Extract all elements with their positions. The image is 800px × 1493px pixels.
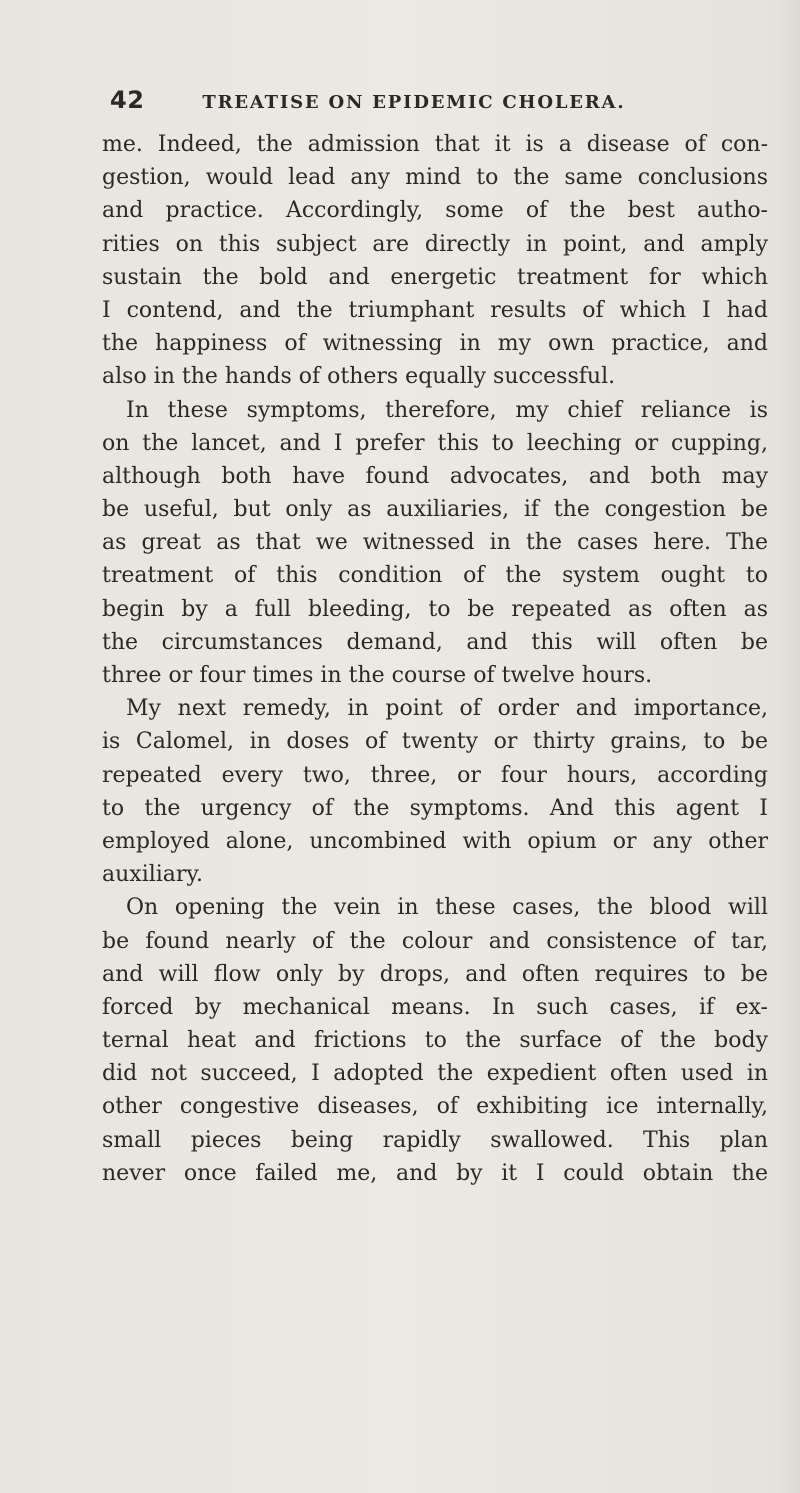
text-line: rities on this subject are directly in point, and amply	[102, 231, 768, 257]
text-line: the happiness of witnessing in my own practice, and	[102, 331, 768, 357]
running-head: TREATISE ON EPIDEMIC CHOLERA.	[202, 92, 626, 113]
text-line: I contend, and the triumphant results of which I had	[102, 297, 768, 323]
text-line: never once failed me, and by it I could obtain the	[102, 1160, 768, 1186]
text-line: sustain the bold and energetic treatment for which	[102, 264, 768, 290]
body-text	[102, 128, 768, 1190]
text-line: and will flow only by drops, and often requires to be	[102, 961, 768, 987]
text-line: is Calomel, in doses of twenty or thirty grains, to be	[102, 729, 768, 755]
text-line: and practice. Accordingly, some of the best autho-	[102, 198, 768, 224]
page-header	[110, 86, 770, 114]
text-line: forced by mechanical means. In such cases, if ex-	[102, 994, 768, 1020]
text-line: gestion, would lead any mind to the same conclusions	[102, 165, 768, 191]
text-line: begin by a full bleeding, to be repeated as often as	[102, 596, 768, 622]
text-line: did not succeed, I adopted the expedient often used in	[102, 1061, 768, 1087]
text-line: three or four times in the course of twelve hours.	[102, 663, 653, 688]
text-line: ternal heat and frictions to the surface of the body	[102, 1028, 768, 1054]
text-line: On opening the vein in these cases, the blood will	[126, 895, 768, 921]
page-number: 42	[110, 86, 145, 114]
text-line: to the urgency of the symptoms. And this agent I	[102, 795, 768, 821]
text-line: on the lancet, and I prefer this to leeching or cupping,	[102, 430, 768, 456]
text-line: me. Indeed, the admission that it is a disease of con-	[102, 132, 768, 157]
text-line: In these symptoms, therefore, my chief reliance is	[126, 397, 768, 423]
text-line: other congestive diseases, of exhibiting ice internally,	[102, 1094, 768, 1120]
text-line: employed alone, uncombined with opium or any other	[102, 828, 768, 854]
text-line: treatment of this condition of the system ought to	[102, 563, 768, 589]
text-line: as great as that we witnessed in the cases here. The	[102, 530, 768, 556]
text-line: repeated every two, three, or four hours, according	[102, 762, 768, 788]
text-line: My next remedy, in point of order and importance,	[126, 696, 768, 722]
text-line: also in the hands of others equally successful.	[102, 364, 616, 390]
page-edge-shadow	[778, 0, 800, 1493]
text-line: although both have found advocates, and both may	[102, 463, 768, 489]
text-line: small pieces being rapidly swallowed. This plan	[102, 1127, 768, 1153]
text-line: be found nearly of the colour and consistence of tar,	[102, 928, 768, 954]
text-line: the circumstances demand, and this will often be	[102, 629, 768, 655]
text-line: auxiliary.	[102, 862, 203, 888]
text-line: be useful, but only as auxiliaries, if the congestion be	[102, 497, 768, 523]
